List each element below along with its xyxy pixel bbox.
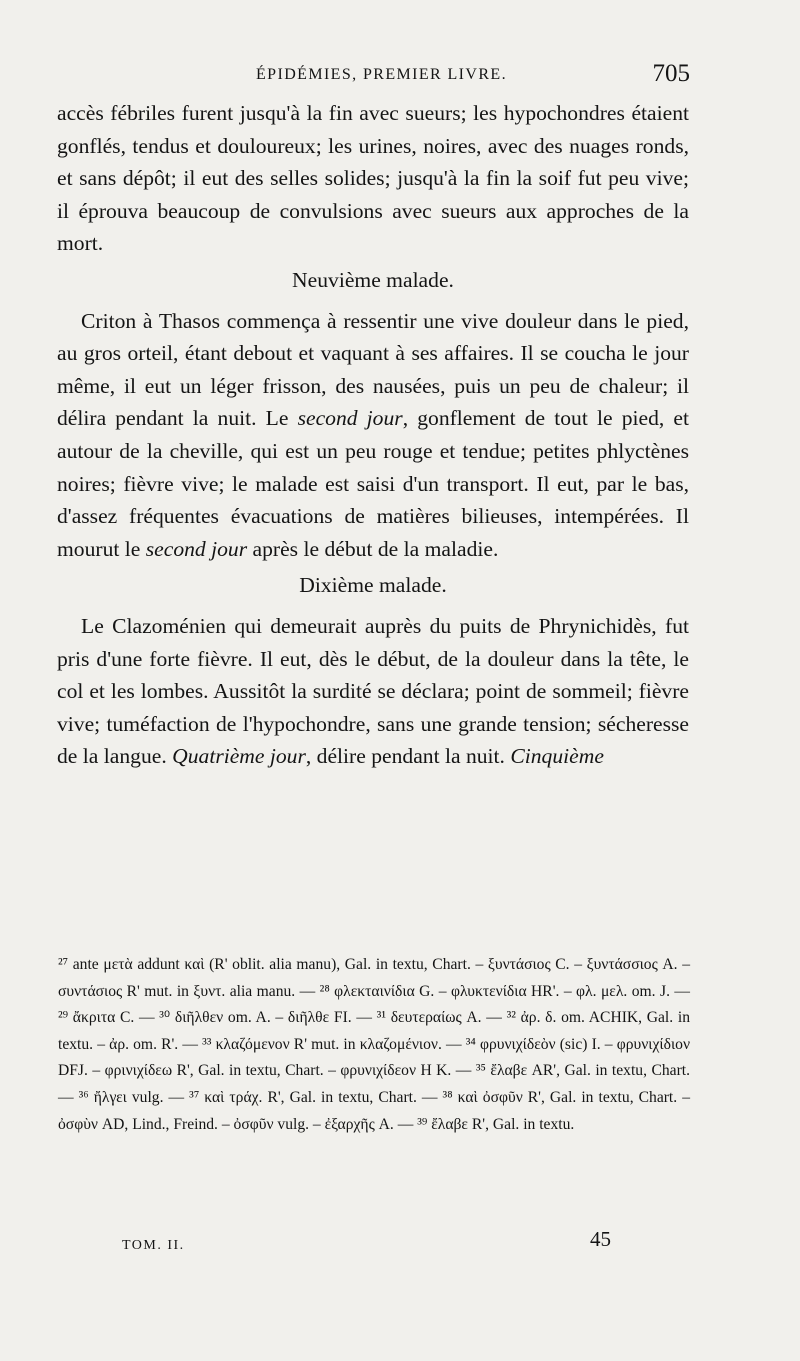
emphasis-text: Cinquième	[510, 744, 604, 769]
emphasis-text: second jour	[145, 536, 248, 561]
paragraph-text: , gonflement de tout le pied, et autour de la cheville, qui est un peu rouge et tendue; petites phlyctènes noires; fièvre vive; le malade est saisi d'un transport. Il eut, par le bas, d'assez fréquentes évacuations de matières bilieuses, intempérées. Il mourut le	[57, 406, 689, 561]
emphasis-text: Quatrième jour	[172, 744, 306, 769]
page-number: 705	[652, 60, 690, 87]
volume-signature: TOM. II.	[122, 1238, 185, 1253]
paragraph-text: Le Clazoménien qui demeurait auprès du puits de Phrynichidès, fut pris d'une forte fièvre. Il eut, dès le début, de la douleur dans la tête, le col et les lombes. Aussitôt la surdité se déclara; point de sommeil; fièvre vive; tuméfaction de l'hypochondre, sans une grande tension; sécheresse de la langue.	[57, 613, 689, 769]
emphasis-text: second jour	[297, 406, 403, 431]
section-heading-tenth-patient: Dixième malade.	[299, 573, 447, 598]
paragraph-text: Criton à Thasos commença à ressentir une vive douleur dans le pied, au gros orteil, étant debout et vaquant à ses affaires. Il se coucha le jour même, il eut un léger frisson, des nausées, puis un peu de chaleur; il délira pendant la nuit. Le	[57, 308, 689, 431]
paragraph-text: accès fébriles furent jusqu'à la fin avec sueurs; les hypochondres étaient gonflés, tendus et douloureux; les urines, noires, avec des nuages ronds, et sans dépôt; il eut des selles solides; jusqu'à la fin la soif fut peu vive; il éprouva beaucoup de convulsions avec sueurs aux approches de la mort.	[57, 101, 689, 256]
paragraph-text: , délire pendant la nuit.	[305, 744, 511, 769]
sheet-number: 45	[590, 1227, 611, 1251]
paragraph-ninth-patient	[57, 305, 689, 566]
section-heading-ninth-patient: Neuvième malade.	[292, 267, 454, 292]
body-text	[57, 97, 689, 773]
paragraph-tenth-patient	[57, 610, 689, 773]
running-title: ÉPIDÉMIES, PREMIER LIVRE.	[256, 66, 507, 83]
paragraph-continuation	[57, 97, 689, 260]
footnotes	[58, 952, 690, 1138]
footnote-text: ²⁷ ante μετὰ addunt καὶ (R' oblit. alia manu), Gal. in textu, Chart. – ξυντάσιος C. – ξυντάσσιος A. – συντάσιος R' mut. in ξυντ. alia manu. — ²⁸ φλεκταινίδια G. – φλυκτενίδια HR'. – φλ. μελ. om. J. — ²⁹ ἄκριτα C. — ³⁰ διῆλθεν om. A. – διῆλθε FI. — ³¹ δευτεραίως A. — ³² ἀρ. δ. om. ACHIK, Gal. in textu. – ἀρ. om. R'. — ³³ κλαζόμενον R' mut. in κλαζομένιον. — ³⁴ φρυνιχίδεὸν (sic) I. – φρυνιχίδιον DFJ. – φρινιχίδεω R', Gal. in textu, Chart. – φρυνιχίδεον H K. — ³⁵ ἔλαβε AR', Gal. in textu, Chart. — ³⁶ ἤλγει vulg. — ³⁷ καὶ τράχ. R', Gal. in textu, Chart. — ³⁸ καὶ ὀσφῦν R', Gal. in textu, Chart. – ὀσφὺν AD, Lind., Freind. – ὀσφῦν vulg. – ἐξαρχῆς A. — ³⁹ ἔλαβε R', Gal. in textu.	[58, 956, 690, 1133]
running-head	[0, 62, 800, 92]
paragraph-text: après le début de la maladie.	[247, 536, 499, 561]
